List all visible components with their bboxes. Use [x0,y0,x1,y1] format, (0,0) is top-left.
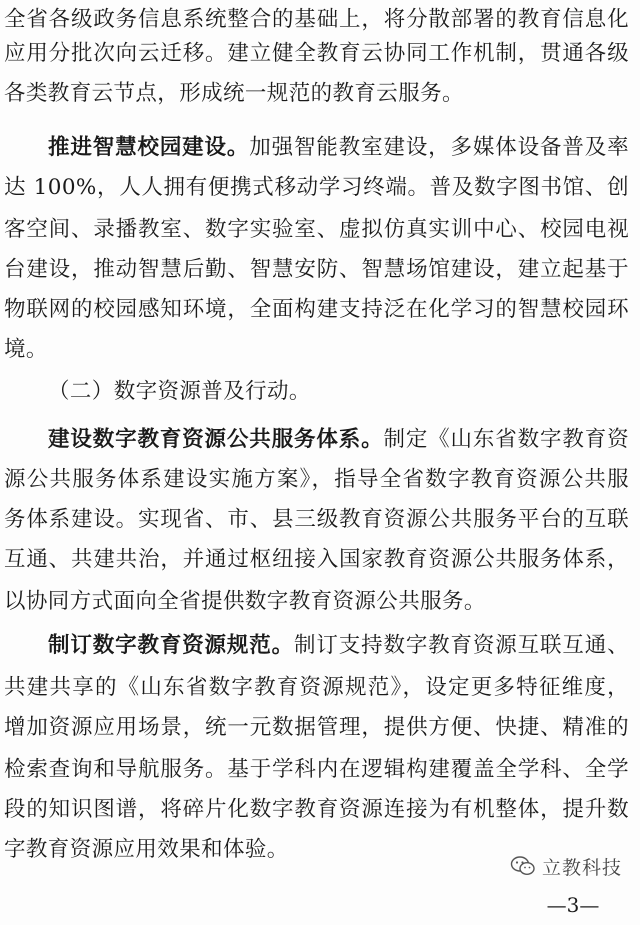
body-text-run: 增加资源应用场景，统一元数据管理，提供方便、快捷、精准的 [4,715,629,740]
watermark-text: 立教科技 [541,856,622,879]
body-text-run: 互通、共建共治，并通过枢纽接入国家教育资源公共服务体系， [4,547,629,572]
watermark [510,848,622,884]
body-text-run: 务体系建设。实现省、市、县三级教育资源公共服务平台的互联 [4,507,629,532]
body-text-run: 段的知识图谱，将碎片化数字教育资源连接为有机整体，提升数 [4,797,629,822]
text-line [4,540,629,580]
body-text-run: 台建设，推动智慧后勤、智慧安防、智慧场馆建设，建立起基于 [4,257,629,282]
body-text-run: 字教育资源应用效果和体验。 [4,837,289,862]
body-text-run: 各类教育云节点，形成统一规范的教育云服务。 [4,81,464,106]
wechat-icon [510,855,536,877]
body-text-run: 物联网的校园感知环境，全面构建支持泛在化学习的智慧校园环 [4,297,629,322]
text-line [48,420,629,460]
text-line [48,128,629,168]
text-line [48,626,629,666]
text-line [4,500,629,540]
body-text-run: （二）数字资源普及行动。 [48,379,311,404]
body-text-run: 制订支持数字教育资源互联互通、 [294,633,629,658]
text-line [4,668,629,708]
body-text-run: 检索查询和导航服务。基于学科内在逻辑构建覆盖全学科、全学 [4,757,629,782]
text-line [4,460,629,500]
body-text-run: 源公共服务体系建设实施方案》，指导全省数字教育资源公共服 [4,467,629,492]
text-line [4,34,629,74]
text-line [4,290,629,330]
body-text-run: 制定《山东省数字教育资 [383,427,629,452]
body-text-run: 达 100%，人人拥有便携式移动学习终端。普及数字图书馆、创 [4,175,629,200]
bold-heading-text: 制订数字教育资源规范。 [48,633,294,658]
text-line [4,74,629,114]
text-line [4,582,629,622]
text-line [4,210,629,250]
text-line [4,708,629,748]
bold-heading-text: 推进智慧校园建设。 [48,135,250,160]
text-line [4,330,629,370]
text-line [48,372,629,412]
bold-heading-text: 建设数字教育资源公共服务体系。 [48,427,384,452]
body-text-run: 共建共享的《山东省数字教育资源规范》，设定更多特征维度， [4,675,629,700]
text-line [4,168,629,208]
body-text-run: 以协同方式面向全省提供数字教育资源公共服务。 [4,589,486,614]
text-line [4,750,629,790]
body-text-run: 加强智能教室建设，多媒体设备普及率 [249,135,629,160]
body-text-run: 境。 [4,337,48,362]
body-text-run: 全省各级政务信息系统整合的基础上，将分散部署的教育信息化 [4,7,629,32]
body-text-run: 应用分批次向云迁移。建立健全教育云协同工作机制，贯通各级 [4,41,629,66]
text-line [4,790,629,830]
body-text-run: 客空间、录播教室、数字实验室、虚拟仿真实训中心、校园电视 [4,217,629,242]
page-number: —3— [546,893,600,917]
text-line [4,250,629,290]
